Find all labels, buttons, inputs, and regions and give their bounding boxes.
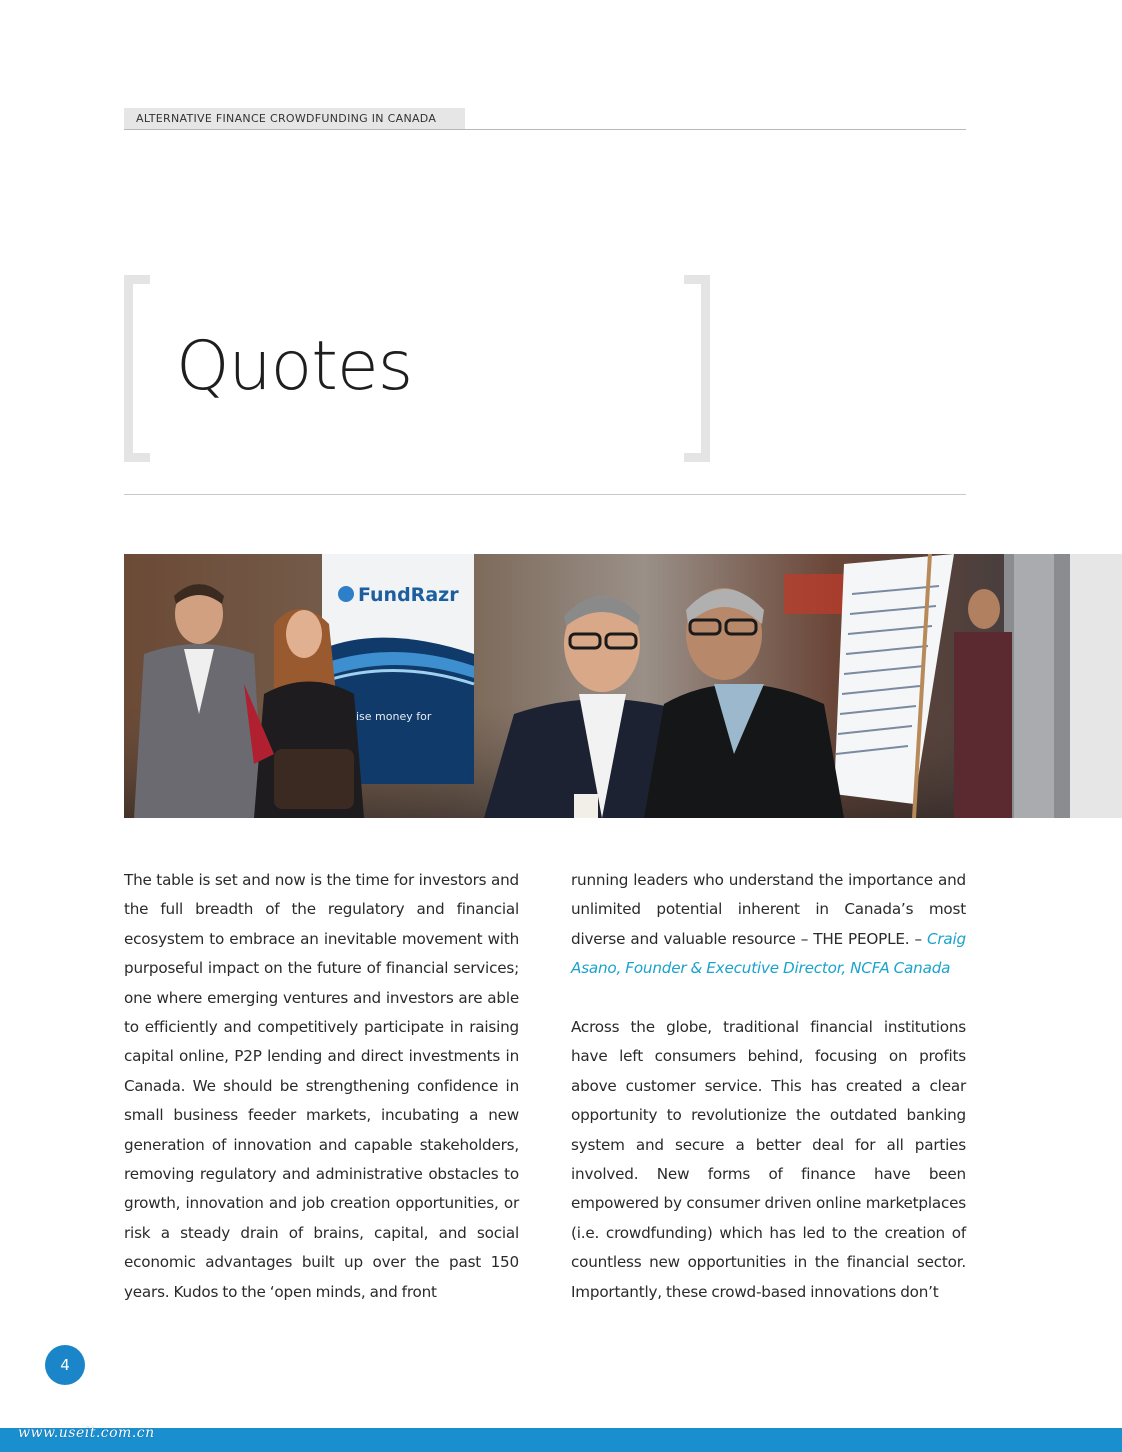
- body-column-right: [571, 866, 966, 1307]
- watermark: www.useit.com.cn: [18, 1425, 155, 1441]
- footer-bar: [0, 1428, 1122, 1452]
- paragraph-left: The table is set and now is the time for investors and the full breadth of the regulatory and financial ecosystem to embrace an inevitable movement with purposeful impact on the future of financial services; one where emerging ventures and investors are able to efficiently and competitively participate in raising capital online, P2P lending and direct investments in Canada. We should be strengthening confidence in small business feeder markets, incubating a new generation of innovation and capable stakeholders, removing regulatory and administrative obstacles to growth, innovation and job creation opportunities, or risk a steady drain of brains, capital, and social economic advantages built up over the past 150 years. Kudos to the ‘open minds, and front: [124, 871, 519, 1301]
- right-bracket-decoration: [684, 275, 710, 462]
- page-number: 4: [45, 1345, 85, 1385]
- title-divider: [124, 494, 966, 495]
- running-header: ALTERNATIVE FINANCE CROWDFUNDING IN CANADA: [124, 108, 465, 129]
- section-title: Quotes: [176, 327, 413, 406]
- banner-tagline-text: ise money for: [356, 710, 432, 723]
- quote-text-end: running leaders who understand the importance and unlimited potential inherent in Canada’s most diverse and valuable resource – THE PEOPLE. –: [571, 871, 966, 948]
- paragraph-right-2: Across the globe, traditional financial institutions have left consumers behind, focusing on profits above customer service. This has created a clear opportunity to revolutionize the outdated banking system and secure a better deal for all parties involved. New forms of finance have been empowered by consumer driven online marketplaces (i.e. crowdfunding) which has led to the creation of countless new opportunities in the financial sector. Importantly, these crowd-based innovations don’t: [571, 1018, 966, 1301]
- body-column-left: [124, 866, 519, 1307]
- quote-attribution: Craig Asano, Founder & Executive Director, NCFA Canada: [571, 929, 966, 978]
- left-bracket-decoration: [124, 275, 150, 462]
- event-photo: [124, 554, 1070, 818]
- banner-brand-text: FundRazr: [358, 584, 459, 606]
- paragraph-right-1: [571, 866, 966, 984]
- header-divider: [124, 129, 966, 130]
- photo-side-panel: [1070, 554, 1122, 818]
